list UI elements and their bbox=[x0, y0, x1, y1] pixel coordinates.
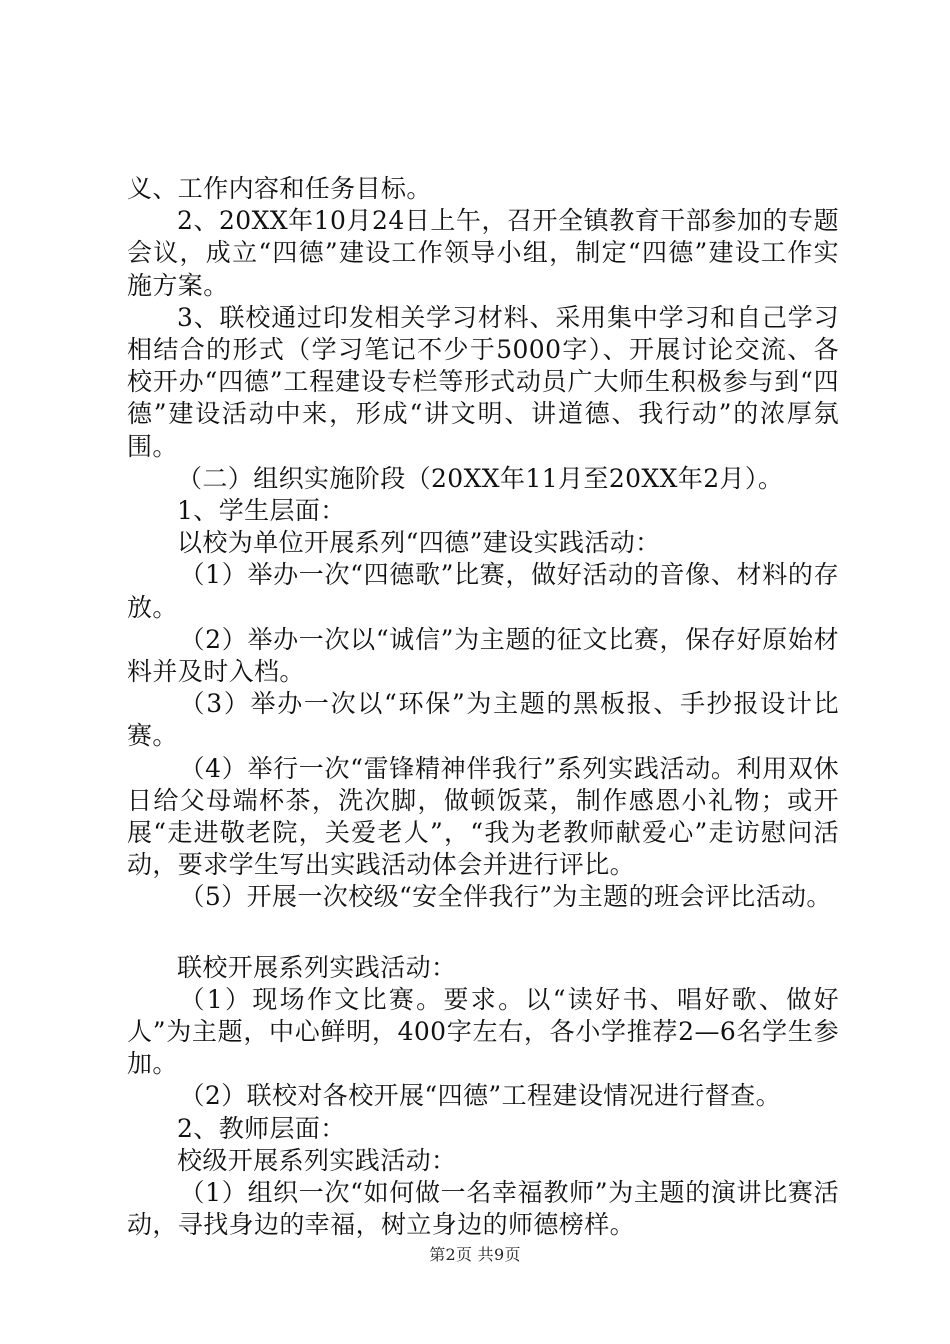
paragraph-spacer bbox=[127, 914, 839, 952]
subheading-student-level: 1、学生层面： bbox=[177, 496, 346, 526]
paragraph-item-3: 3、联校通过印发相关学习材料、采用集中学习和自己学习相结合的形式（学习笔记不少于5000字）、开展讨论交流、各校开办“四德”工程建设专栏等形式动员广大师生积极参与到“四德”建设活动中来，形成“讲文明、讲道德、我行动”的浓厚氛围。 bbox=[127, 302, 839, 461]
section-heading-implementation: （二）组织实施阶段（20XX年11月至20XX年2月）。 bbox=[177, 463, 784, 493]
list-item-student-1: （1）举办一次“四德歌”比赛，做好活动的音像、材料的存放。 bbox=[127, 560, 839, 622]
paragraph-joint-activities-intro: 联校开展系列实践活动： bbox=[177, 952, 457, 982]
paragraph-item-2: 2、20XX年10月24日上午，召开全镇教育干部参加的专题会议，成立“四德”建设工作领导小组，制定“四德”建设工作实施方案。 bbox=[127, 206, 839, 300]
list-item-joint-1: （1）现场作文比赛。要求。以“读好书、唱好歌、做好人”为主题，中心鲜明，400字左右，各小学推荐2—6名学生参加。 bbox=[127, 984, 839, 1079]
paragraph-continuation: 义、工作内容和任务目标。 bbox=[127, 174, 432, 203]
list-item-student-5: （5）开展一次校级“安全伴我行”为主题的班会评比活动。 bbox=[179, 882, 832, 912]
document-body bbox=[127, 173, 839, 1242]
paragraph-teacher-activities-intro: 校级开展系列实践活动： bbox=[177, 1145, 457, 1175]
list-item-student-4: （4）举行一次“雷锋精神伴我行”系列实践活动。利用双休日给父母端杯茶，洗次脚，做顿饭菜，制作感恩小礼物；或开展“走进敬老院，关爱老人”，“我为老教师献爱心”走访慰问活动，要求学生写出实践活动体会并进行评比。 bbox=[127, 753, 839, 880]
list-item-student-2: （2）举办一次以“诚信”为主题的征文比赛，保存好原始材料并及时入档。 bbox=[127, 624, 839, 687]
subheading-teacher-level: 2、教师层面： bbox=[177, 1113, 346, 1143]
paragraph-school-activities-intro: 以校为单位开展系列“四德”建设实践活动： bbox=[177, 528, 661, 558]
list-item-joint-2: （2）联校对各校开展“四德”工程建设情况进行督查。 bbox=[179, 1081, 781, 1111]
list-item-student-3: （3）举办一次以“环保”为主题的黑板报、手抄报设计比赛。 bbox=[127, 689, 839, 751]
list-item-teacher-1: （1）组织一次“如何做一名幸福教师”为主题的演讲比赛活动，寻找身边的幸福，树立身边的师德榜样。 bbox=[127, 1178, 839, 1240]
page-number-footer: 第2页 共9页 bbox=[429, 1245, 521, 1264]
